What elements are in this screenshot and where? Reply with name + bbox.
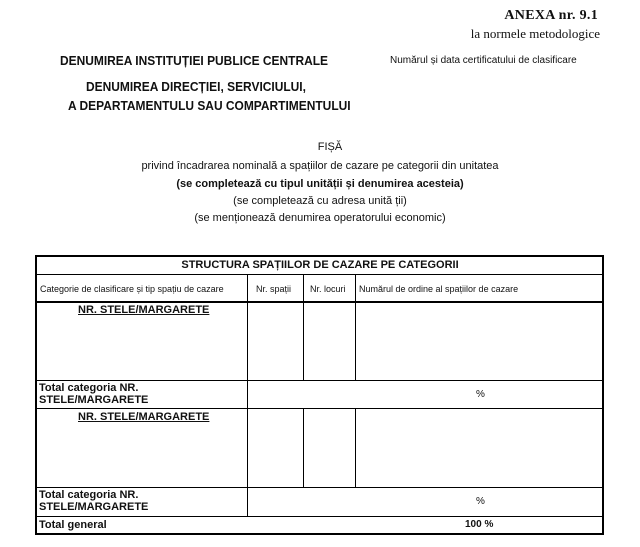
category-total-label <box>39 489 148 513</box>
annex-title: ANEXA nr. 9.1 <box>504 8 598 23</box>
form-unit-type-note: (se completează cu tipul unității și denumirea acesteia) <box>176 178 464 190</box>
column-header-places: Nr. locuri <box>310 284 346 294</box>
table-rule <box>35 408 604 409</box>
table-border-right <box>602 255 604 535</box>
table-title: STRUCTURA SPAȚIILOR DE CAZARE PE CATEGORII <box>181 259 459 271</box>
grand-total-value: 100 % <box>465 519 494 530</box>
category-total-line2: STELE/MARGARETE <box>39 394 149 406</box>
table-border-top <box>35 255 604 257</box>
table-rule <box>35 380 604 381</box>
form-title: FIȘĂ <box>317 141 343 153</box>
column-header-category: Categorie de clasificare și tip spațiu de cazare <box>40 284 224 294</box>
category-total-line1: Total categoria NR. <box>39 382 139 394</box>
category-total-line2: STELE/MARGARETE <box>39 501 149 513</box>
category-total-label <box>39 382 148 406</box>
grand-total-label: Total general <box>39 519 107 531</box>
table-border-left <box>35 255 37 535</box>
certificate-label: Numărul și data certificatului de clasificare <box>390 55 577 66</box>
column-divider <box>247 409 248 487</box>
table-border-bottom <box>35 533 604 535</box>
table-rule <box>35 301 604 303</box>
column-divider <box>303 275 304 380</box>
column-divider <box>247 381 248 408</box>
direction-title-line1: DENUMIREA DIRECȚIEI, SERVICIULUI, <box>86 79 306 94</box>
category-total-line1: Total categoria NR. <box>39 489 139 501</box>
column-divider <box>303 409 304 487</box>
table-rule <box>35 516 604 517</box>
form-address-note: (se completează cu adresa unită ții) <box>233 195 407 207</box>
category-label: NR. STELE/MARGARETE <box>78 411 210 423</box>
category-total-percent: % <box>476 496 485 507</box>
column-divider <box>247 275 248 380</box>
institution-title: DENUMIREA INSTITUȚIEI PUBLICE CENTRALE <box>60 53 329 68</box>
form-operator-note: (se menționează denumirea operatorului economic) <box>194 212 446 224</box>
form-description: privind încadrarea nominală a spațiilor de cazare pe categorii din unitatea <box>141 160 499 172</box>
column-divider <box>355 275 356 380</box>
direction-title-line2: A DEPARTAMENTULU SAU COMPARTIMENTULUI <box>68 98 351 113</box>
table-rule <box>35 274 604 275</box>
column-header-rooms: Nr. spații <box>256 284 292 294</box>
category-label: NR. STELE/MARGARETE <box>78 304 210 316</box>
column-divider <box>355 409 356 487</box>
annex-subtitle: la normele metodologice <box>470 26 600 41</box>
column-divider <box>247 488 248 516</box>
column-header-order-numbers: Numărul de ordine al spațiilor de cazare <box>359 284 519 294</box>
category-total-percent: % <box>476 389 485 400</box>
table-rule <box>35 487 604 488</box>
